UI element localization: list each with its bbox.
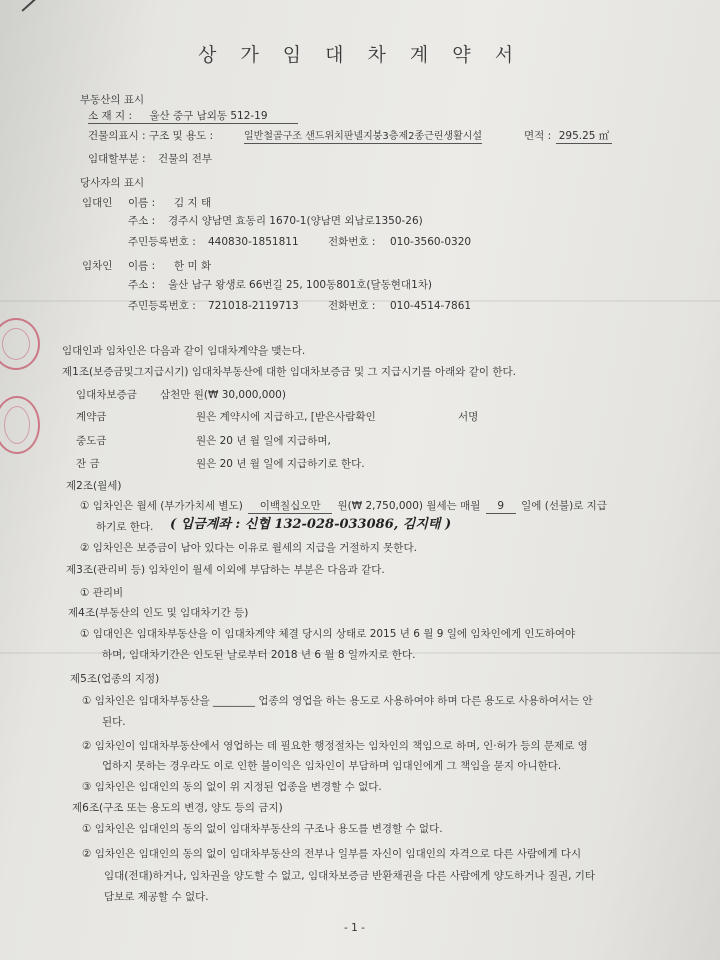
- lessee-name: 한 미 화: [174, 260, 212, 272]
- rent-post: 일에 (선불)로 지급: [521, 500, 607, 512]
- lessee-phone: 010-4514-7861: [390, 300, 472, 312]
- seal-stamp: [0, 318, 40, 370]
- parties-heading: 당사자의 표시: [80, 177, 145, 189]
- transfer-line2: 임대(전대)하거나, 임차권을 양도할 수 없고, 임대차보증금 반환채권을 다른 사람에게 양도하거나 질권, 기타: [104, 870, 596, 882]
- seal-stamp: [0, 396, 40, 454]
- contract-text: 원은 계약시에 지급하고, [받은사람확인: [196, 411, 376, 423]
- lessor-name-label: 이름 :: [128, 197, 156, 209]
- lessor-address: 경주시 양남면 효동리 1670-1(양남면 외남로1350-26): [168, 215, 423, 227]
- building-value: 일반철골구조 샌드위치판넬지붕3층제2종근린생활시설: [244, 131, 483, 142]
- pen-mark: [21, 0, 46, 11]
- property-heading: 부동산의 표시: [80, 94, 145, 106]
- lessee-name-label: 이름 :: [128, 260, 156, 272]
- middle-text: 원은 20 년 월 일에 지급하며,: [196, 435, 331, 447]
- lessee-id-label: 주민등록번호 :: [128, 300, 196, 312]
- lessor-name: 김 지 태: [174, 197, 212, 209]
- article6-heading: 제6조(구조 또는 용도의 변경, 양도 등의 금지): [72, 802, 283, 814]
- location-value: 울산 중구 남외동 512-19: [149, 110, 268, 122]
- business-line2: 된다.: [102, 716, 126, 728]
- article5-heading: 제5조(업종의 지정): [70, 673, 160, 685]
- admin-line2: 업하지 못하는 경우라도 이로 인한 불이익은 임차인이 부담하며 임대인에게 그 책임을 묻지 아니한다.: [102, 760, 562, 772]
- lessor-id: 440830-1851811: [208, 236, 299, 248]
- lessor-phone-label: 전화번호 :: [328, 236, 376, 248]
- rent-mid: 원(₩ 2,750,000) 월세는 매월: [337, 500, 481, 512]
- rent-pre: ① 임차인은 월세 (부가가치세 별도): [80, 500, 243, 512]
- document-title: 상 가 임 대 차 계 약 서: [197, 44, 523, 66]
- business-clause-3: ③ 임차인은 임대인의 동의 없이 위 지정된 업종을 변경할 수 없다.: [82, 781, 382, 793]
- page-number: - 1 -: [344, 922, 365, 934]
- admin-line1: ② 임차인이 임대차부동산에서 영업하는 데 필요한 행정절차는 임차인의 책임으로 하며, 인·허가 등의 문제로 영: [82, 740, 588, 752]
- lessor-role: 임대인: [82, 197, 113, 209]
- lease-part-value: 건물의 전부: [158, 153, 213, 165]
- lessor-address-label: 주소 :: [128, 215, 156, 227]
- business-line1: ① 임차인은 임대차부동산을 ________ 업종의 영업을 하는 용도로 사용하여야 하며 다른 용도로 사용하여서는 안: [82, 695, 593, 707]
- delivery-line1: ① 임대인은 임대차부동산을 이 임대차계약 체결 당시의 상태로 2015 년 6 월 9 일에 임차인에게 인도하여야: [80, 628, 576, 640]
- rent-day: 9: [486, 500, 516, 514]
- location-line: [88, 110, 298, 124]
- rent-clause-2: ② 임차인은 보증금이 남아 있다는 이유로 월세의 지급을 거절하지 못한다.: [80, 542, 417, 554]
- building-label: 건물의표시 : 구조 및 용도 :: [88, 130, 214, 142]
- balance-label: 잔 금: [76, 458, 100, 470]
- contract-label: 계약금: [76, 411, 107, 423]
- article3-heading: 제3조(관리비 등) 임차인이 월세 이외에 부담하는 부분은 다음과 같다.: [66, 564, 385, 576]
- balance-text: 원은 20 년 월 일에 지급하기로 한다.: [196, 458, 365, 470]
- fee-clause-1: ① 관리비: [80, 587, 124, 599]
- lessor-phone: 010-3560-0320: [390, 236, 472, 248]
- deposit-label: 임대차보증금: [76, 389, 137, 401]
- area-value: 295.25 ㎡: [556, 130, 612, 144]
- middle-label: 중도금: [76, 435, 107, 447]
- lessee-phone-label: 전화번호 :: [328, 300, 376, 312]
- lessee-address: 울산 남구 왕생로 66번길 25, 100동801호(달동현대1차): [168, 279, 432, 291]
- transfer-line3: 담보로 제공할 수 없다.: [104, 891, 209, 903]
- rent-amount: 이백칠십오만: [248, 500, 332, 514]
- article1-heading: 제1조(보증금및그지급시기) 임대차부동산에 대한 임대차보증금 및 그 지급시기를 아래와 같이 한다.: [62, 366, 516, 378]
- lessor-id-label: 주민등록번호 :: [128, 236, 196, 248]
- article4-heading: 제4조(부동산의 인도 및 임대차기간 등): [68, 607, 249, 619]
- rent-line2: 하기로 한다.: [96, 521, 154, 533]
- lessee-address-label: 주소 :: [128, 279, 156, 291]
- lessee-id: 721018-2119713: [208, 300, 299, 312]
- article2-heading: 제2조(월세): [66, 480, 122, 492]
- transfer-clause-1: ① 임차인은 임대인의 동의 없이 임대차부동산의 구조나 용도를 변경할 수 없다.: [82, 823, 443, 835]
- delivery-line2: 하며, 임대차기간은 인도된 날로부터 2018 년 6 월 8 일까지로 한다.: [102, 649, 416, 661]
- intro-text: 임대인과 임차인은 다음과 같이 임대차계약을 맺는다.: [62, 345, 306, 357]
- location-label: 소 재 지 :: [88, 110, 132, 122]
- lease-part-label: 임대할부분 :: [88, 153, 146, 165]
- area-label: 면적 :: [524, 130, 552, 142]
- rent-clause-1: [80, 500, 607, 514]
- handwritten-account: ( 입금계좌 : 신협 132-028-033086, 김지태 ): [170, 517, 452, 532]
- contract-sign: 서명: [458, 411, 479, 423]
- transfer-line1: ② 임차인은 임대인의 동의 없이 임대차부동산의 전부나 일부를 자신이 임대인의 자격으로 다른 사람에게 다시: [82, 848, 582, 860]
- lessee-role: 임차인: [82, 260, 113, 272]
- deposit-value: 삼천만 원(₩ 30,000,000): [160, 389, 286, 401]
